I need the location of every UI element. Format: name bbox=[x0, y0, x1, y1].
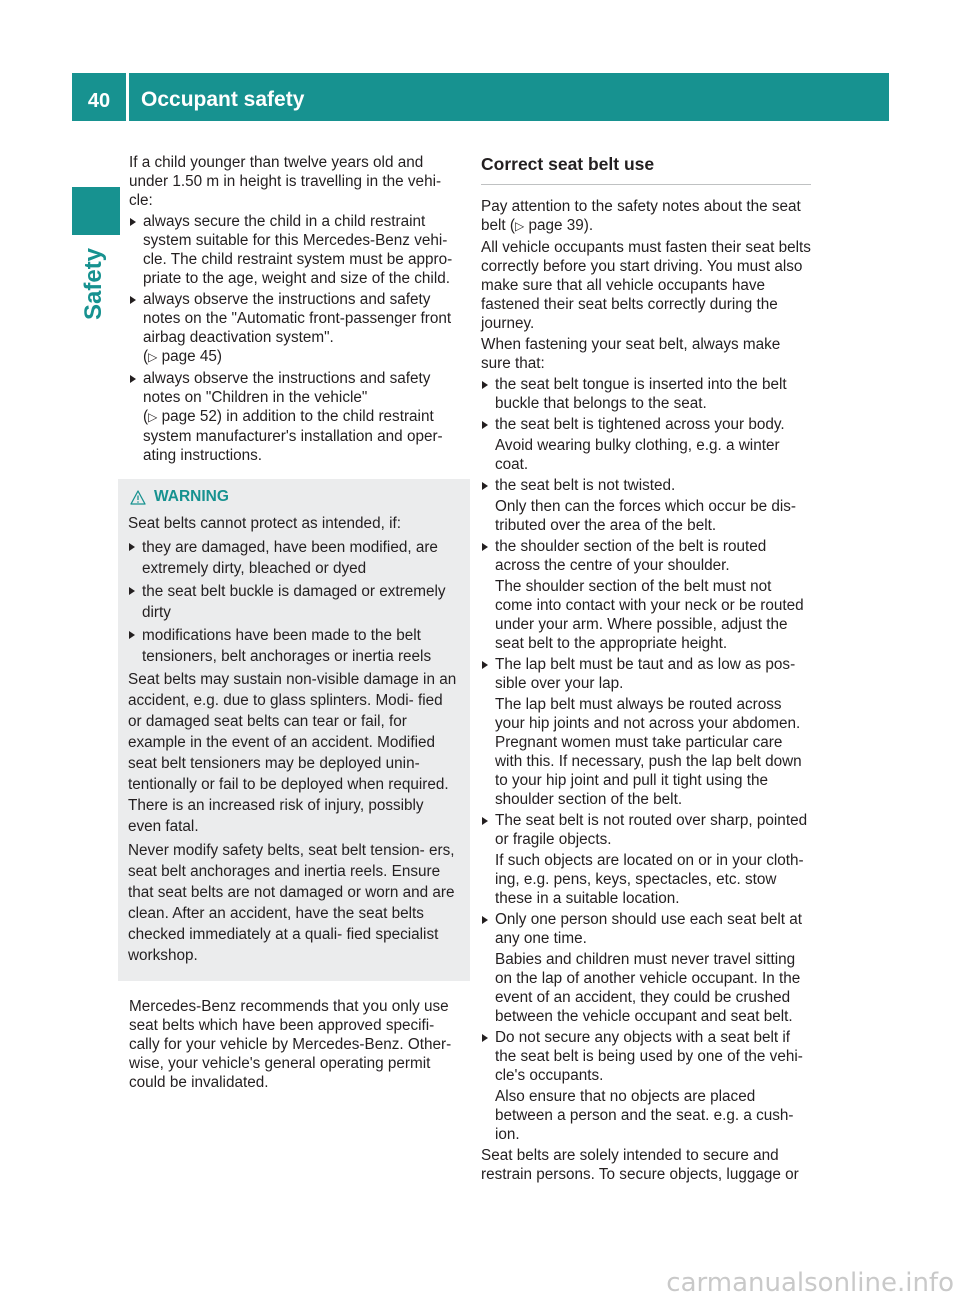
warning-header bbox=[128, 487, 460, 507]
page-ref-arrow-icon: ▷ bbox=[148, 350, 158, 364]
warning-triangle-icon bbox=[130, 490, 146, 505]
warning-items bbox=[128, 537, 460, 667]
bullet-text: Do not secure any objects with a seat belt if the seat belt is being used by one of the vehi- cle's occupants. bbox=[495, 1029, 803, 1084]
section-title: Correct seat belt use bbox=[481, 153, 811, 185]
bullet-detail: Babies and children must never travel sitting on the lap of another vehicle occupant. In the event of an accident, they could be crushed between the vehicle occupant and seat belt. bbox=[495, 951, 801, 1025]
bullet-text: Only one person should use each seat belt at any one time. bbox=[495, 911, 802, 947]
list-item: the seat belt buckle is damaged or extremely dirty bbox=[128, 581, 460, 623]
header-divider bbox=[126, 73, 129, 121]
page-reference-link[interactable]: page 45) bbox=[161, 348, 222, 365]
list-item bbox=[481, 1028, 811, 1144]
side-tab-marker bbox=[72, 187, 120, 235]
list-item: they are damaged, have been modified, are extremely dirty, bleached or dyed bbox=[128, 537, 460, 579]
bullet-text: always observe the instructions and safety notes on "Children in the vehicle" bbox=[143, 370, 431, 406]
page-ref-arrow-icon: ▷ bbox=[515, 219, 525, 233]
list-item bbox=[481, 476, 811, 535]
bullet-text: The seat belt is not routed over sharp, pointed or fragile objects. bbox=[495, 812, 808, 848]
bullet-detail: The shoulder section of the belt must not come into contact with your neck or be routed under your arm. Where possible, adjust the seat belt to the appropriate height. bbox=[495, 578, 804, 652]
child-bullets bbox=[129, 212, 459, 465]
intro-text: If a child younger than twelve years old and under 1.50 m in height is travelling in the vehi- cle: bbox=[129, 154, 442, 209]
page-number: 40 bbox=[87, 90, 111, 112]
bullet-text: the shoulder section of the belt is routed across the centre of your shoulder. bbox=[495, 538, 767, 574]
outro-text: Mercedes-Benz recommends that you only use seat belts which have been approved specifi- cally for your vehicle by Mercedes-Benz. Other- wise, your vehicle's general operating permit could be invalidated. bbox=[129, 998, 452, 1091]
bullet-detail: If such objects are located on or in your cloth- ing, e.g. pens, keys, spectacles, etc. stow these in a suitable location. bbox=[495, 852, 804, 907]
bullet-text: The lap belt must be taut and as low as pos- sible over your lap. bbox=[495, 656, 796, 692]
paragraph: All vehicle occupants must fasten their seat belts correctly before you start driving. You must also make sure that all vehicle occupants have fastened their seat belts correctly during the journey. bbox=[481, 239, 811, 332]
watermark: carmanualsonline.info bbox=[666, 1268, 954, 1298]
right-column bbox=[481, 153, 811, 1186]
list-item bbox=[481, 415, 811, 474]
list-item bbox=[481, 655, 811, 809]
warning-title: WARNING bbox=[154, 488, 229, 505]
bullet-detail: Avoid wearing bulky clothing, e.g. a winter coat. bbox=[495, 437, 780, 473]
list-item: modifications have been made to the belt tensioners, belt anchorages or inertia reels bbox=[128, 625, 460, 667]
bullet-text: the seat belt is tightened across your body. bbox=[495, 416, 785, 433]
bullet-text: the seat belt tongue is inserted into the belt buckle that belongs to the seat. bbox=[495, 376, 787, 412]
page-reference-link[interactable]: page 39). bbox=[528, 217, 594, 234]
seat-belt-checklist bbox=[481, 375, 811, 1144]
bullet-text: the seat belt is not twisted. bbox=[495, 477, 676, 494]
list-item bbox=[129, 212, 459, 288]
closing-paragraph: Seat belts are solely intended to secure and restrain persons. To secure objects, luggage or bbox=[481, 1147, 799, 1183]
list-item bbox=[481, 910, 811, 1026]
list-item bbox=[481, 811, 811, 908]
list-item bbox=[481, 537, 811, 653]
page-title: Occupant safety bbox=[141, 88, 305, 111]
paragraph bbox=[481, 197, 811, 236]
warning-paragraph: Seat belts may sustain non-visible damage in an accident, e.g. due to glass splinters. Modi- fied or damaged seat belts can tear or fail, for example in the event of an accident. Modified seat belt tensioners may be deployed unin- tentionally or fail to be deployed when required. There is an increased risk of injury, possibly even fatal. bbox=[128, 671, 457, 835]
warning-paragraph: Never modify safety belts, seat belt tension- ers, seat belt anchorages and inertia reels. Ensure that seat belts are not damaged or worn and are clean. After an accident, have the seat belts checked immediately at a quali- fied specialist workshop. bbox=[128, 842, 455, 964]
side-section-label: Safety bbox=[80, 247, 107, 320]
bullet-detail: The lap belt must always be routed across your hip joints and not across your abdomen. Pregnant women must take particular care with this. If necessary, push the lap belt down to your hip joint and pull it tight using the shoulder section of the belt. bbox=[495, 696, 802, 808]
bullet-text: always observe the instructions and safety notes on the "Automatic front-passenger front airbag deactivation system". bbox=[143, 291, 452, 346]
bullet-text: always secure the child in a child restraint system suitable for this Mercedes-Benz vehi- cle. The child restraint system must be appro- priate to the age, weight and size of the child. bbox=[143, 213, 453, 287]
list-item: always observe the instructions and safety notes on the "Automatic front-passenger front airbag deactivation system". (▷ page 45) bbox=[129, 290, 459, 367]
list-item: always observe the instructions and safety notes on "Children in the vehicle" (▷ page 52) in addition to the child restraint system manufacturer's installation and oper- ating instructions. bbox=[129, 369, 459, 465]
list-item bbox=[481, 375, 811, 413]
bullet-detail: Only then can the forces which occur be dis- tributed over the area of the belt. bbox=[495, 498, 796, 534]
paragraph: When fastening your seat belt, always make sure that: bbox=[481, 336, 781, 372]
paragraph-text: Pay attention to the safety notes about the seat belt ( bbox=[481, 198, 801, 234]
warning-box bbox=[118, 479, 470, 981]
page-ref-arrow-icon: ▷ bbox=[148, 410, 158, 424]
left-column bbox=[129, 153, 459, 1094]
bullet-detail: Also ensure that no objects are placed between a person and the seat. e.g. a cush- ion. bbox=[495, 1088, 794, 1143]
warning-lead: Seat belts cannot protect as intended, if: bbox=[128, 515, 401, 532]
page-reference-link[interactable]: page 52) in addition to the child restraint system manufacturer's installation and oper- ating instructions. bbox=[143, 408, 443, 464]
